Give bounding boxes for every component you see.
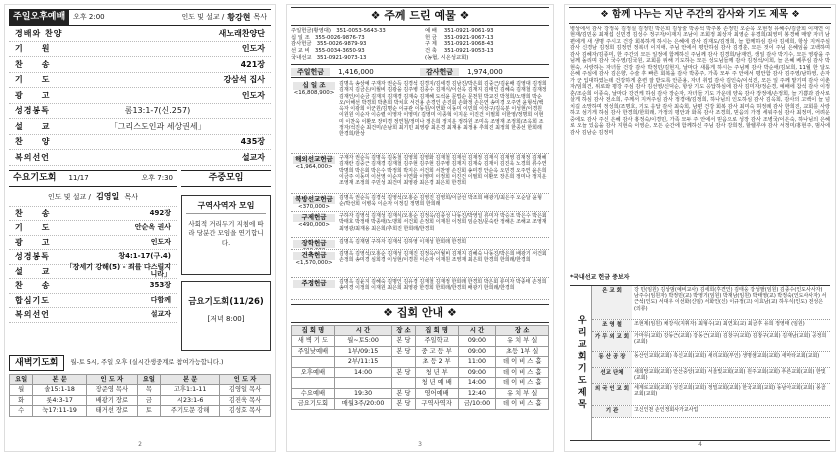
order-row — [9, 57, 271, 73]
prayer-label: 기 관 — [592, 406, 632, 417]
afternoon-order — [9, 26, 271, 166]
offering-row — [291, 238, 549, 250]
page-left — [4, 4, 276, 452]
account-line: 건 축 351-0921-9053-13 — [425, 48, 494, 55]
dawn-table-body — [10, 385, 271, 417]
order-item-label: 찬 양 — [15, 137, 51, 147]
prayer-row — [592, 384, 830, 406]
schedule-cell: 청 년 부 — [415, 367, 458, 378]
offering-label — [291, 250, 337, 277]
offering-label — [291, 80, 337, 153]
offering-type: 장학헌금 — [293, 240, 335, 247]
schedule-cell: 금/10:00 — [458, 399, 496, 410]
schedule-row — [292, 346, 549, 357]
prayer-text: 가마무(교회) 강동근(교회) 강동근(교회) 김창구(교회) 김창구(교회) 김재남(교회) 공정희(교회) — [634, 332, 827, 346]
schedule-cell: 본 당 — [392, 346, 415, 357]
prayer-label: 외 국 인 교 회 — [592, 384, 632, 405]
schedule-cell: 영어예배 — [415, 388, 458, 399]
prayer-side-label — [570, 286, 592, 440]
schedule-cell: 오후예배 — [292, 367, 335, 378]
schedule-cell: 데 이 비 스 홀 — [496, 357, 549, 368]
prayer-row — [592, 406, 830, 418]
wed-row — [9, 207, 177, 222]
wed-row — [9, 294, 177, 309]
page-right — [564, 4, 836, 452]
offering-total-label: 주일헌금 — [291, 68, 330, 76]
wed-item-value: 353장 — [149, 281, 171, 290]
offering-names: 김명옥 김재범 구하자 김재석 김하영 이재성 한희래 한경희 — [339, 239, 467, 246]
order-row — [9, 42, 271, 58]
schedule-cell: 09:00 — [458, 346, 496, 357]
wed-item-label: 복의선언 — [15, 310, 50, 320]
wed-item-value: 492장 — [149, 208, 171, 217]
schedule-col-header: 시 간 — [458, 325, 496, 336]
wed-item-value: 안순옥 권사 — [134, 223, 171, 232]
prayer-text: 세계로교회(교회) 성진교회(교회) 정밀교회(교회) 한국교회(교회) 동남아교회(교회) 몽골교회(교회) — [634, 384, 826, 398]
schedule-cell: 매월3주/20:00 — [334, 399, 391, 410]
schedule-row — [292, 378, 549, 389]
schedule-cell: 월~토5:00 — [334, 336, 391, 347]
offering-names: 김명옥 권순득 김경석 김영석/오홍순 김영진 김영희/이금선 박조희 배광기/최은주 오순달 윤형순/박선희 이병욱 이순자 이정길 정명희 한희래 — [339, 195, 542, 208]
dawn-table-head — [10, 374, 271, 385]
schedule-cell: 데 이 비 스 홀 — [496, 367, 549, 378]
dawn-row — [10, 406, 271, 417]
offering-label — [291, 238, 337, 249]
wed-item-value: 「장세기 강해(5) - 죄를 다스릴지니라」 — [65, 263, 171, 279]
offering-list — [291, 80, 549, 300]
dawn-cell: 목 — [137, 385, 160, 396]
wed-row — [9, 279, 177, 294]
order-item-person: 인도자 — [241, 44, 265, 54]
dawn-cell: 토 — [137, 406, 160, 417]
dawn-col-header: 요일 — [10, 374, 33, 385]
schedule-cell: 중 고 등 부 — [415, 346, 458, 357]
service-preacher: 황강현 — [227, 12, 251, 22]
order-row — [9, 135, 271, 151]
dawn-cell: 배광기 장로 — [86, 395, 137, 406]
account-line: 국내선교 351-0921-9073-13 — [291, 55, 367, 62]
page-middle — [286, 4, 554, 452]
schedule-cell: 2부/11:15 — [334, 357, 391, 368]
schedule-head — [292, 325, 549, 336]
cell-leader-box — [181, 195, 271, 275]
schedule-cell: 주일학교 — [415, 336, 458, 347]
account-list-1 — [291, 28, 415, 62]
dawn-cell: 태거선 장로 — [86, 406, 137, 417]
church-prayer-box — [570, 285, 830, 441]
prayer-row — [592, 320, 830, 332]
account-line: 주일헌금(황영대) 351-0053-5643-33 — [291, 27, 386, 34]
schedule-title: ❖ 집회 안내 ❖ — [291, 304, 549, 323]
schedule-cell: 수요예배 — [292, 388, 335, 399]
meet-title: 주중모임 — [208, 172, 244, 183]
wed-item-value: 인도자 — [150, 237, 171, 246]
page-number: 2 — [138, 441, 142, 449]
wed-header — [9, 170, 177, 187]
order-item-label: 찬 송 — [15, 59, 51, 69]
account-list-2 — [415, 28, 549, 62]
schedule-cell — [392, 357, 415, 368]
order-row — [9, 150, 271, 166]
friday-prayer-box — [181, 281, 271, 351]
order-item-label: 설 교 — [15, 121, 51, 131]
account-line: 헌 금 351-0921-9067-13 — [425, 34, 494, 41]
schedule-cell: 09:00 — [458, 367, 496, 378]
schedule-cell: 새 벽 기 도 — [292, 336, 335, 347]
order-row — [9, 119, 271, 135]
schedule-cell: 데 이 비 스 홀 — [496, 378, 549, 389]
dawn-cell: 장준영 목사 — [86, 385, 137, 396]
schedule-col-header: 시 간 — [334, 325, 391, 336]
dawn-row — [10, 395, 271, 406]
wed-item-label: 합심기도 — [15, 295, 50, 305]
afternoon-service-header — [9, 9, 271, 26]
schedule-table — [291, 325, 549, 410]
prayer-text: 강 민(임원) 김상범(예비교사) 김세희(후견인) 김태웅 강성팔(임원) 김종수(인도사사자) 남주수(임원자) 박정민(교) 박영기(임원) 박재남(임원) 박태영(교) 박정숙(인도사사자) 서근석(인도) 서대우 이선화(신임) 서화인(신) 이규정(고) 이효남(교) 하우식(인도) 전성은(의류) — [634, 286, 827, 312]
schedule-cell: 유 치 부 실 — [496, 336, 549, 347]
offering-amount: <1,570,000> — [295, 259, 333, 266]
order-item-label: 성경봉독 — [15, 106, 50, 116]
schedule-cell: 유 치 부 실 — [496, 388, 549, 399]
wed-item-value: 다함께 — [150, 295, 171, 304]
offering-amount: <1,964,000> — [295, 163, 333, 170]
offering-row — [291, 278, 549, 300]
wed-item-label: 찬 송 — [15, 281, 51, 291]
dawn-title: 새벽기도회 — [9, 355, 64, 371]
order-row — [9, 88, 271, 104]
prayer-text: 새희망교회(교회) 안산중앙(교회) 서울빛교회(교회) 원주교회(교회) 푸른교회(교회) 한빛(교회) — [634, 368, 826, 382]
offering-total-label: 감사헌금 — [420, 68, 459, 76]
account-line: 십 일 조 355-0026-9876-73 — [291, 34, 365, 41]
wed-service — [9, 170, 177, 351]
service-title: 주일오후예배 — [9, 10, 69, 24]
offering-total-amount: 1,416,000 — [338, 68, 374, 77]
dawn-cell: 화 — [10, 395, 33, 406]
page-number: 4 — [698, 441, 702, 449]
schedule-cell — [392, 378, 415, 389]
schedule-row — [292, 367, 549, 378]
offering-type: 북방선교헌금 — [293, 196, 335, 203]
schedule-cell: 14:00 — [334, 367, 391, 378]
dawn-cell: 주기도문 강해 — [161, 406, 220, 417]
order-item-label: 경배와 찬양 — [15, 28, 63, 38]
offering-label — [291, 212, 337, 237]
wed-section — [9, 170, 271, 351]
dawn-table — [9, 374, 271, 417]
order-item-label: 기 도 — [15, 75, 51, 85]
offering-row — [291, 250, 549, 278]
schedule-cell: 1부/09:15 — [334, 346, 391, 357]
dawn-col-header: 인 도 자 — [86, 374, 137, 385]
wed-item-value: 창4:1-17(구.4) — [118, 252, 171, 261]
prayer-label: 동 산 공 장 — [592, 352, 632, 367]
dawn-cell: 시23:1-6 — [161, 395, 220, 406]
offering-names: 구하자 김영석 김재성 김재식/오홍순 김정옥/김종성 나동진/박영일 류미자 박승조 박은수 박은회 박태호 박정태 박종태/노맹희 서건회 손정희 이재원 이정희 임순천/문숙란 정해은 조해교 조영재 최영광/최재용 최은희/추희진 한희래/한경희 — [339, 213, 547, 232]
prayer-row — [592, 286, 830, 320]
service-role: 목사 — [253, 13, 267, 22]
midweek-meetings — [181, 170, 271, 351]
offering-type: 건축헌금 — [293, 252, 335, 259]
schedule-cell: 데 이 비 스 홀 — [496, 399, 549, 410]
schedule-cell: 09:00 — [458, 336, 496, 347]
schedule-row — [292, 336, 549, 347]
wed-row — [9, 265, 177, 280]
service-leaders: 인도 및 설교 / — [181, 13, 225, 22]
schedule-cell: 12:40 — [458, 388, 496, 399]
account-line: 예 배 351-0921-9061-93 — [425, 27, 494, 34]
schedule-cell: 11:00 — [458, 357, 496, 368]
order-row — [9, 26, 271, 42]
dawn-col-header: 본 문 — [161, 374, 220, 385]
offering-row — [291, 194, 549, 212]
schedule-row — [292, 399, 549, 410]
thanks-title: ❖ 함께 나누는 지난 주간의 감사와 기도 제목 ❖ — [569, 7, 831, 24]
dawn-note: 월-토 5시, 주일 오후 (실시간생중계로 참여가능합니다.) — [70, 359, 224, 367]
prayer-label: 온 교 회 — [592, 286, 632, 319]
page-number: 3 — [418, 441, 422, 449]
schedule-col-header: 장 소 — [496, 325, 549, 336]
schedule-cell: 초 등 2 부 — [415, 357, 458, 368]
schedule-cell: 구역사역자 — [415, 399, 458, 410]
offering-names: 구재자 권순득 김명옥 김동철 김영희 김영화 김재철 김재선 김재정 김재식 김재영 김재정 김재혜 김재란 김중근 김재경 김재철 김주현 김주현 김주병 김재지 김재숙 김재이 김진욱 노경희 류수연 박명희 박은회 박은수 박정희 박지은 서건희 서찬영 손진회 송미경 안순옥 오민경 오주연 윤은희 이금주 이동미 이선영 이순자 이연화 이영미 이정희 이진건 이필희 이환모 장은희 정미나 정지운 조영재 조정희 주민성 최건미 최영광 최은경 최은희 한경희 — [339, 155, 547, 187]
schedule-cell: 본 당 — [392, 399, 415, 410]
account-line: 선 교 비 355-0034-3650-93 — [291, 48, 365, 55]
service-time: 오후 2:00 — [73, 13, 105, 22]
offering-row — [291, 212, 549, 238]
wed-preacher: 김영일 — [96, 191, 120, 201]
dawn-row — [10, 385, 271, 396]
order-item-label: 복의선언 — [15, 152, 50, 162]
prayer-text: 고신인천 손인정회사가교사업 — [634, 406, 699, 413]
schedule-cell: 본 당 — [392, 367, 415, 378]
dawn-cell: 김진욱 목사 — [220, 395, 271, 406]
offering-type: 해외선교헌금 — [293, 156, 335, 163]
schedule-cell: 19:30 — [334, 388, 391, 399]
order-item-person: 새노래찬양단 — [218, 28, 265, 38]
offering-totals — [291, 67, 549, 78]
meet-header — [181, 170, 271, 187]
wed-row — [9, 308, 177, 323]
order-row — [9, 73, 271, 89]
dawn-cell: 수 — [10, 406, 33, 417]
offering-amount: <490,000> — [298, 221, 330, 228]
schedule-cell: 청 년 예 배 — [415, 378, 458, 389]
wed-row — [9, 221, 177, 236]
prayer-list — [592, 286, 830, 440]
dawn-col-header: 요일 — [137, 374, 160, 385]
prayer-text: 조현제(임원) 채강식(지휘자) 최형수(교) 최연호(교) 최금후 유희 정영태 (임원) — [634, 320, 805, 327]
schedule-row — [292, 357, 549, 368]
offering-title: ❖ 주께 드린 예물 ❖ — [291, 7, 549, 26]
account-line: 감사헌금 355-0026-9879-93 — [291, 41, 367, 48]
offering-type: 십 일 조 — [293, 82, 335, 89]
schedule-col-header: 집 회 명 — [292, 325, 335, 336]
prayer-row — [592, 368, 830, 384]
offering-type: 구제헌금 — [293, 214, 335, 221]
schedule-row — [292, 388, 549, 399]
account-line: (농협, 시온성교회) — [425, 55, 469, 62]
wed-item-label: 설 교 — [15, 266, 51, 276]
order-item-content: 「그리스도인과 세상권세」 — [109, 121, 206, 131]
offering-label — [291, 154, 337, 193]
schedule-col-header: 집 회 명 — [415, 325, 458, 336]
offering-label — [291, 278, 337, 299]
offering-row — [291, 154, 549, 194]
friday-prayer-time: [저녁 8:00] — [207, 315, 245, 324]
wed-item-label: 성경봉독 — [15, 252, 50, 262]
prayer-row — [592, 352, 830, 368]
dawn-col-header: 본 문 — [33, 374, 87, 385]
prayer-text: 동산인교회(교회) 촉신교회(교회) 새리교회(부인) 생명샘교회(교회) 새마타교회(교회) — [634, 352, 820, 359]
dawn-cell: 김성호 목사 — [220, 406, 271, 417]
offering-row — [291, 80, 549, 154]
offering-total — [291, 67, 420, 77]
wed-leader-line — [9, 187, 177, 207]
prayer-label: 선교 단체 — [592, 368, 632, 383]
wed-item-label: 기 도 — [15, 223, 51, 233]
dawn-cell: 월 — [10, 385, 33, 396]
dawn-cell: 솔15:1-18 — [33, 385, 87, 396]
wed-date: 11/17 — [68, 173, 89, 182]
order-row — [9, 104, 271, 120]
wed-leaders: 인도 및 설교 / — [47, 192, 91, 201]
wed-item-label: 찬 송 — [15, 208, 51, 218]
dawn-cell: 금 — [137, 395, 160, 406]
cell-leader-note: 사회적 거리두기 지침에 따라 당분간 모임을 연기합니다. — [188, 219, 264, 248]
schedule-col-header: 장 소 — [392, 325, 415, 336]
order-item-person: 435장 — [240, 137, 265, 147]
dawn-cell: 눅17:11-19 — [33, 406, 87, 417]
missions-note: *국내선교 헌금 중보자 — [570, 273, 630, 281]
schedule-cell: 본 당 — [392, 336, 415, 347]
schedule-body — [292, 336, 549, 410]
schedule-cell: 초등 1부 실 — [496, 346, 549, 357]
offering-names: 김명옥 김영석/오홍순 김재성 김재진 김정옥/이월비 김재지 김혜숙 나동진/박은희 배광기 서건회 손정희 송미경 심희경 이성현/이경원 이순자 이재원 조영재 최은희 한경희 한희래/한경희 — [339, 251, 547, 264]
dawn-cell: 고후1:1-11 — [161, 385, 220, 396]
wed-role: 목사 — [124, 192, 139, 201]
wed-title: 수요기도회 — [13, 172, 57, 183]
wed-time: 오후 7:30 — [141, 173, 173, 182]
friday-prayer-title: 금요기도회(11/26) — [188, 296, 264, 307]
account-line: 구 제 351-0921-9068-43 — [425, 41, 494, 48]
order-item-label: 광 고 — [15, 90, 51, 100]
order-item-person: 설교자 — [241, 152, 265, 162]
dawn-col-header: 인 도 자 — [220, 374, 271, 385]
wed-item-value: 설교자 — [150, 310, 171, 319]
order-item-content: 롬13:1-7(신.257) — [124, 106, 191, 116]
schedule-cell: 본 당 — [392, 388, 415, 399]
prayer-row — [592, 332, 830, 352]
prayer-label: 조 영 철 — [592, 320, 632, 331]
offering-amount: <370,000> — [298, 203, 330, 210]
schedule-cell — [292, 378, 335, 389]
wed-row — [9, 236, 177, 251]
prayer-label: 가 무 외 교 회 — [592, 332, 632, 351]
offering-names: 김명옥 송상예 구재자 권순득 김경석 김경지/김세경 김남진/박은회 김중근/김윤배 김영대 김정희 김재지 김금은/이월비 김광을 김주병 김종수 김재식/이선옥 김재지 김태인 김혜숙 김재철 김재정 김재인/이순금 김재지 김재경 김재숙 김재혜 도석윤 문법순 문천원 박교진 박청희/노맹희 박순오/이해선 박경희 박춘희 박치호 서건용 손경인 손진회 손화정 손은연 송미경 오주연 윤형석/백옥자 이광희 이군원/김명순 이규관 이동원/이연화 이동미 이민희 이상구/김옥분 이성현/이경원 이원원 이순자 이승렬 이영자 이영미/ 김영미 이종혁 이지운 이진건 이필희 이한영/정명희 이현미 이찬욱 이환모 장미경 정연철/정미나 정은희 정지운 정하원 조미옥 조영재 조정희/조옥희 조정자/석진순 최건미/손남희 최기민 최영광 최은경 최재용 최정용 추희진 최정희 한종선 한희래 한경희/한상 — [339, 81, 547, 138]
dawn-cell: 롯4:3-17 — [33, 395, 87, 406]
order-item-person: 강삼석 집사 — [223, 75, 265, 85]
offering-amount: <16,808,900> — [293, 89, 335, 96]
schedule-cell: 14:00 — [458, 378, 496, 389]
dawn-cell: 김영일 목사 — [220, 385, 271, 396]
thanks-paragraph: 병상에서 감사 강정욱 김정실 김정민 박은희 김상술 박종석 박주봉 손정민 오순옥 오현정 유혜수/김균희 이재연 이현재/김민웅 최재섭 신민경 김성수 정구자/이재지 조남이 조회정 최상자 최영순 유경희/최영미 봉경해 매양 자녀 남편에게 새 생명 주시고 건강 회복하게 하시는 은혜에 감사 김재도/김정희, 늘 함께하심 감사 김세희, 항상 지켜주심 감사 신경남 김정희 김정연 정복녀 이지애, 주님 안에서 평안하심 감사 김경훈, 모든 것이 주님 은혜임을 고백하며 감사 김혜자/김종미, 한 주간의 모든 일정에 함께하신 주님께 감사 김경희/남재연, 생일 감사 박기수, 모든 영광을 주님께 돌리며 감사 국수영/김국원, 교회를 위해 기도하는 모든 성도님들께 감사 김정석/이희, 늘 은혜 베푸심 감사 박현숙, 사랑하는 자녀들 건강 감사 박정민/김현지, 날마다 새롭게 하시는 주님께 감사 박순애/김보희, 11월 한 달도 은혜 주심에 감사 김은향, 수술 후 빠른 회복을 감사 박종주, 가족 모두 주 안에서 평안함 감사 김주영/남하영, 손자가 군 입대하였는데 건강하게 훈련 잘 받도록 안준용, 자녀 취업 감사 김인숙/이석진, 모든 일 주께 맡기며 감사 이춘자/임희건, 위로와 평강 주심 감사 김선영/신덕순, 항상 기도 응답하심에 감사 김미자/정순경, 예배에 참석 감사 이정훈/조순희 이종숙, 날마다 강건케 하심 감사 장순자, 자녀들 기도 가운데 양육 감사 장정애/손정희, 늘 기쁨과 감사로 살게 하심 감사 전소희, 주께서 지켜주심 감사 정경애/김정희, 하나님의 인도하심 감사 김옥희, 감사의 고백이 늘 넘치길 소망하며 정성희/조명호, 기도 응답 감사 최숙희, 남편 건강 회복 감사 최미숙 허정례 감사 한희진, 교회를 사랑하고 섬기게 하심 감사 한경희/한희래, 가정의 평안과 화목 감사 조경희, 믿음의 가정 세워주심 감사 최정미, 어려운 중에도 감사 주신 은혜 감사 홍정숙/이경민, 가족 모두 주 안에서 믿음으로 성장 감사 조병국/이은숙, 하나님의 은혜로 오늘 있음을 감사 지현숙 이영순, 모든 순간에 함께하신 주님 감사 강희정, 할렐루야 감사 서정미/홍현주, 범사에 감사 김남순 김정미 — [570, 25, 830, 136]
schedule-cell: 주일낮예배 — [292, 346, 335, 357]
wed-item-label: 광 고 — [15, 237, 51, 247]
offering-names: 김명옥 김윤지 김혜숙 김명인 김유경 김재철 김재정 한희래 한경희 박은회 류미자 박종태 손정희 송미경 이정희 이재원 최은희 최영광 한경희 한희래/한경희 배광기 한희래/한경희 — [339, 279, 547, 292]
order-item-person: 인도자 — [241, 90, 265, 100]
prayer-side-text: 우리교회기도제목 — [575, 314, 586, 411]
schedule-cell — [334, 378, 391, 389]
dawn-header — [9, 355, 271, 371]
offering-total — [420, 67, 549, 77]
schedule-cell — [292, 357, 335, 368]
offering-label — [291, 194, 337, 211]
wed-order — [9, 207, 177, 323]
offering-type: 주정헌금 — [293, 280, 335, 287]
order-item-label: 기 원 — [15, 44, 51, 54]
offering-total-amount: 1,974,000 — [467, 68, 503, 77]
order-item-person: 421장 — [240, 59, 265, 69]
schedule-cell: 금요기도회 — [292, 399, 335, 410]
cell-leader-title: 구역사역자 모임 — [186, 201, 266, 214]
account-info — [291, 28, 549, 65]
